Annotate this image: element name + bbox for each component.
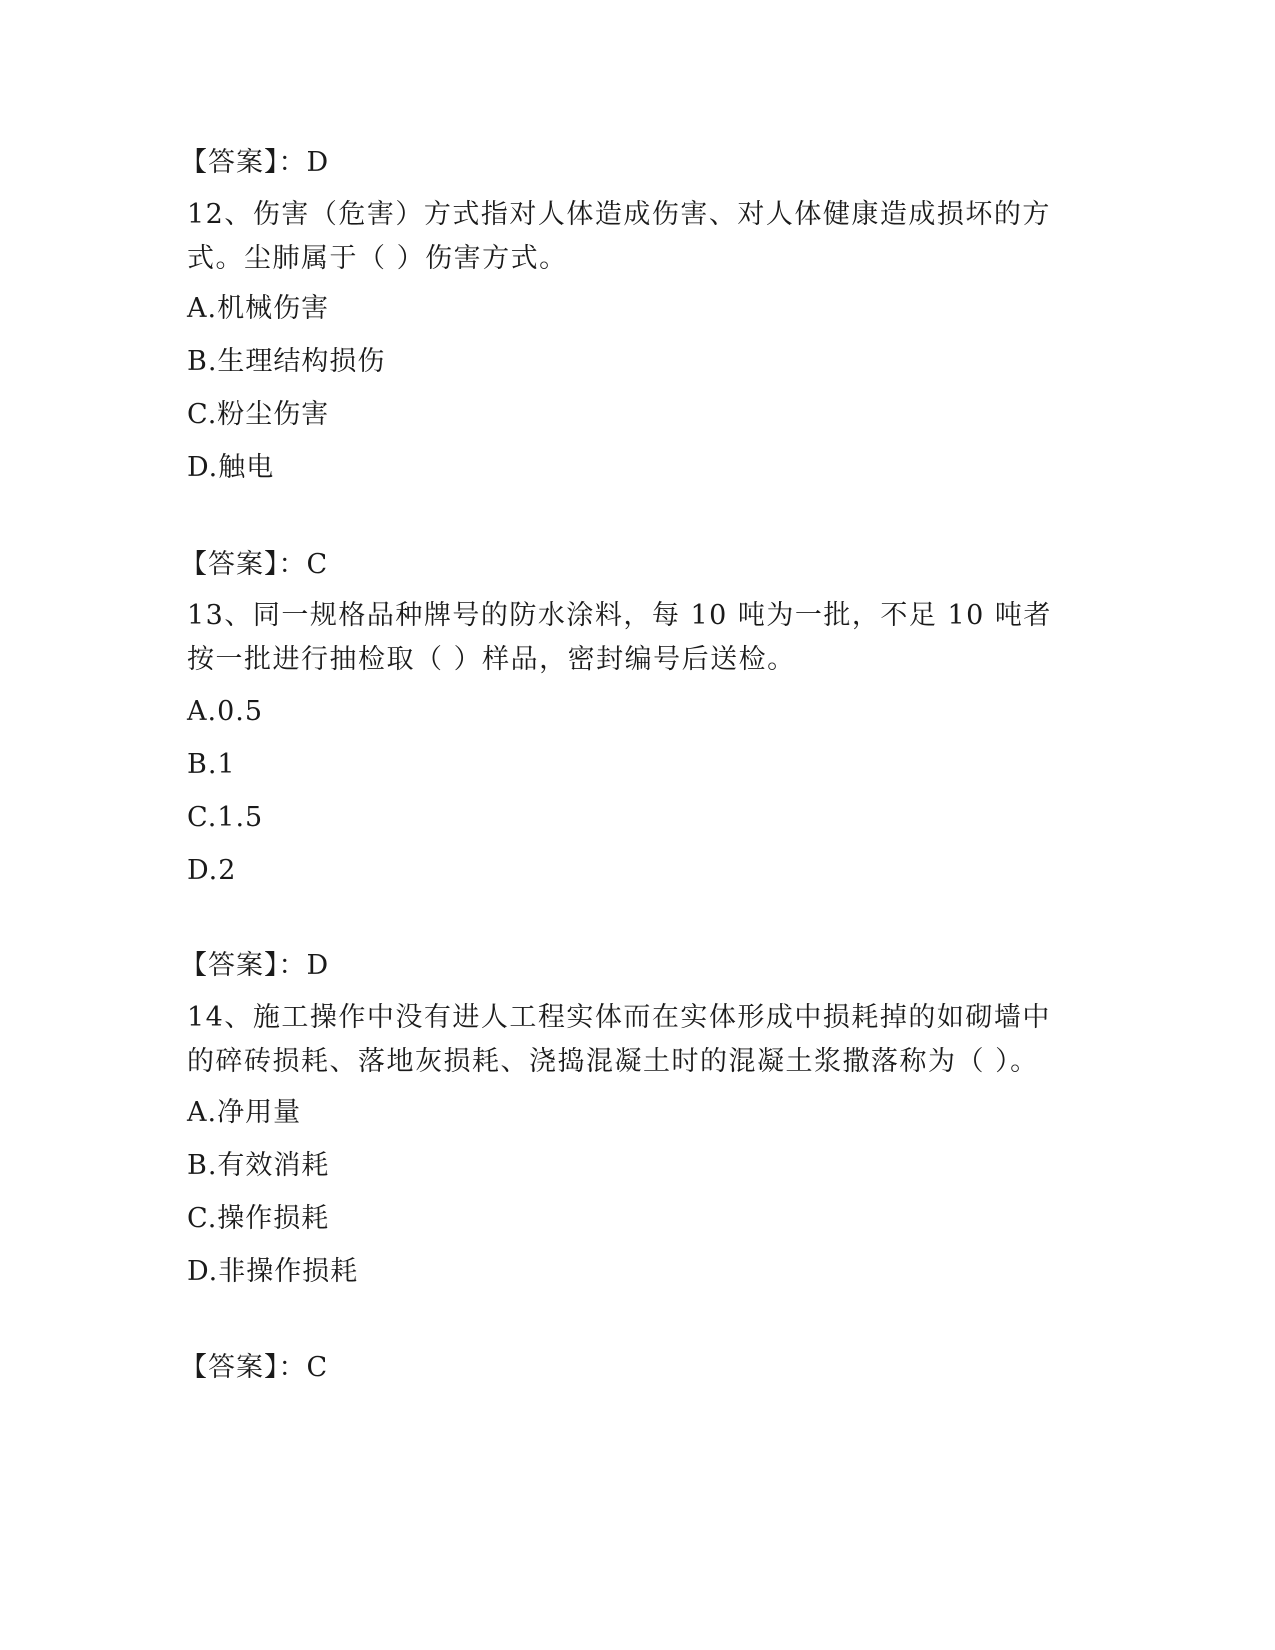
q14-option-b: B.有效消耗: [187, 1150, 330, 1181]
q12-option-c: C.粉尘伤害: [187, 399, 330, 430]
q12-option-a: A.机械伤害: [187, 293, 330, 324]
question-12-text: 12、伤害（危害）方式指对人体造成伤害、对人体健康造成损坏的方式。尘肺属于（ ）伤害方式。: [187, 199, 1051, 274]
q14-option-d: D.非操作损耗: [187, 1256, 359, 1287]
q14-option-c: C.操作损耗: [187, 1203, 330, 1234]
answer-12: 【答案】：C: [180, 549, 329, 580]
question-13-text: 13、同一规格品种牌号的防水涂料，每 10 吨为一批，不足 10 吨者按一批进行抽检取（ ）样品，密封编号后送检。: [187, 600, 1052, 675]
q13-option-c: C.1.5: [187, 802, 264, 833]
answer-14: 【答案】：C: [180, 1352, 329, 1383]
answer-13: 【答案】：D: [180, 950, 330, 981]
q14-option-a: A.净用量: [187, 1097, 302, 1128]
question-14-text: 14、施工操作中没有进人工程实体而在实体形成中损耗掉的如砌墙中的碎砖损耗、落地灰损耗、浇捣混凝土时的混凝土浆撒落称为（ ）。: [187, 1002, 1051, 1077]
q12-option-b: B.生理结构损伤: [187, 346, 386, 377]
q13-option-b: B.1: [187, 749, 236, 780]
answer-11: 【答案】：D: [180, 147, 330, 178]
q12-option-d: D.触电: [187, 452, 275, 483]
q13-option-a: A.0.5: [187, 696, 264, 727]
q13-option-d: D.2: [187, 855, 237, 886]
